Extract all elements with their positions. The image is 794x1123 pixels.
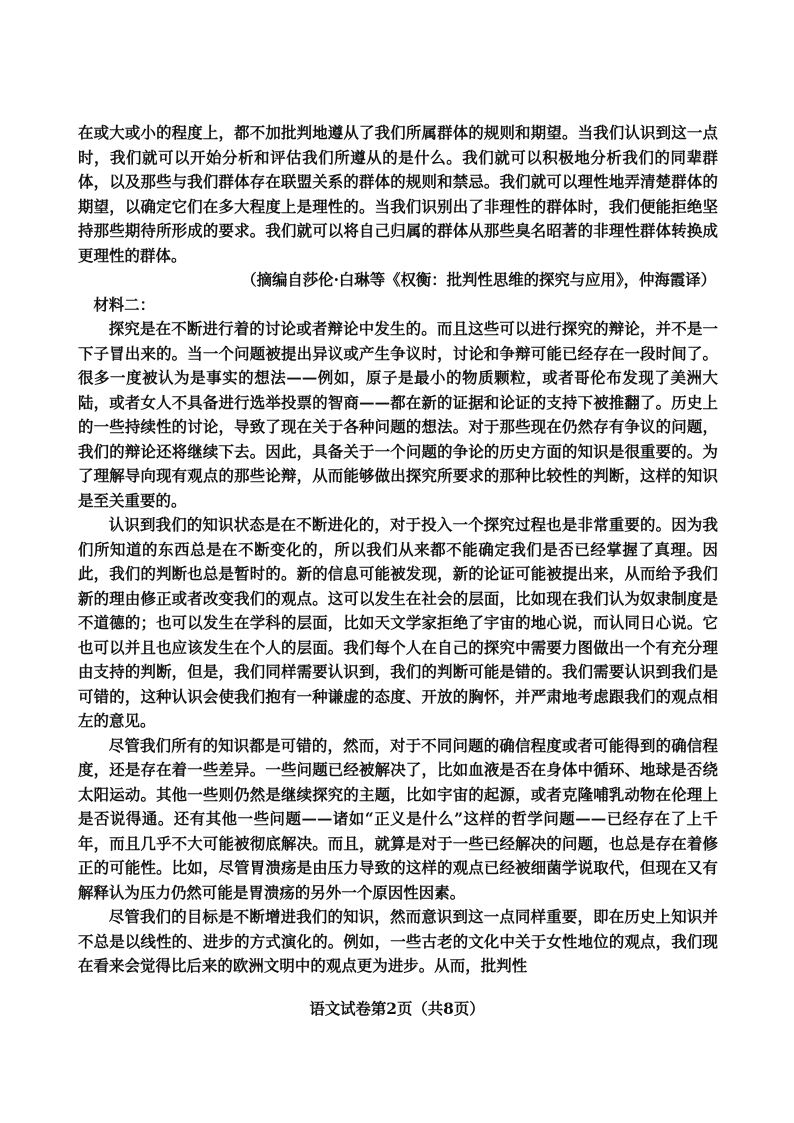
body-paragraph-3: 尽管我们所有的知识都是可错的，然而，对于不同问题的确信程度或者可能得到的确信程度，还是存在着一些差异。一些问题已经被解决了，比如血液是否在身体中循环、地球是否绕太阳运动。其他一些则仍然是继续探究的主题，比如宇宙的起源，或者克隆哺乳动物在伦理上是否说得通。还有其他一些问题——诸如“正义是什么”这样的哲学问题——已经存在了上千年，而且几乎不大可能被彻底解决。而且，就算是对于一些已经解决的问题，也总是存在着修正的可能性。比如，尽管胃溃疡是由压力导致的这样的观点已经被细菌学说取代，但现在又有解释认为压力仍然可能是胃溃疡的另外一个原因性因素。 xyxy=(78,736,718,902)
body-paragraph-2: 认识到我们的知识状态是在不断进化的，对于投入一个探究过程也是非常重要的。因为我们所知道的东西总是在不断变化的，所以我们从来都不能确定我们是否已经掌握了真理。因此，我们的判断也总是暂时的。新的信息可能被发现，新的论证可能被提出来，从而给予我们新的理由修正或者改变我们的观点。这可以发生在社会的层面，比如现在我们认为奴隶制度是不道德的；也可以发生在学科的层面，比如天文学家拒绝了宇宙的地心说，而认同日心说。它也可以并且也应该发生在个人的层面。我们每个人在自己的探究中需要力图做出一个有充分理由支持的判断，但是，我们同样需要认识到，我们的判断可能是错的。我们需要认识到我们是可错的，这种认识会使我们抱有一种谦虚的态度、开放的胸怀，并严肃地考虑跟我们的观点相左的意见。 xyxy=(78,516,718,730)
document-body xyxy=(78,121,718,979)
page-footer: 语文试卷第2页（共8页） xyxy=(309,1000,485,1018)
section-heading: 材料二： xyxy=(93,295,155,314)
body-paragraph-1: 探究是在不断进行着的讨论或者辩论中发生的。而且这些可以进行探究的辩论，并不是一下子冒出来的。当一个问题被提出异议或产生争议时，讨论和争辩可能已经存在一段时间了。很多一度被认为是事实的想法——例如，原子是最小的物质颗粒，或者哥伦布发现了美洲大陆，或者女人不具备进行选举投票的智商——都在新的证据和论证的支持下被推翻了。历史上的一些持续性的讨论，导致了现在关于各种问题的想法。对于那些现在仍然存有争议的问题，我们的辩论还将继续下去。因此，具备关于一个问题的争论的历史方面的知识是很重要的。为了理解导向现有观点的那些论辩，从而能够做出探究所要求的那种比较性的判断，这样的知识是至关重要的。 xyxy=(78,320,718,510)
continuation-paragraph: 在或大或小的程度上，都不加批判地遵从了我们所属群体的规则和期望。当我们认识到这一点时，我们就可以开始分析和评估我们所遵从的是什么。我们就可以积极地分析我们的同辈群体，以及那些与我们群体存在联盟关系的群体的规则和禁忌。我们就可以理性地弄清楚群体的期望，以确定它们在多大程度上是理性的。当我们识别出了非理性的群体时，我们便能拒绝坚持那些期待所形成的要求。我们就可以将自己归属的群体从那些臭名昭著的非理性群体转换成更理性的群体。 xyxy=(78,124,718,265)
body-paragraph-4: 尽管我们的目标是不断增进我们的知识，然而意识到这一点同样重要，即在历史上知识并不总是以线性的、进步的方式演化的。例如，一些古老的文化中关于女性地位的观点，我们现在看来会觉得比后来的欧洲文明中的观点更为进步。从而，批判性 xyxy=(78,908,718,975)
source-citation: （摘编自莎伦·白琳等《权衡：批判性思维的探究与应用》，仲海霞译） xyxy=(241,271,716,289)
